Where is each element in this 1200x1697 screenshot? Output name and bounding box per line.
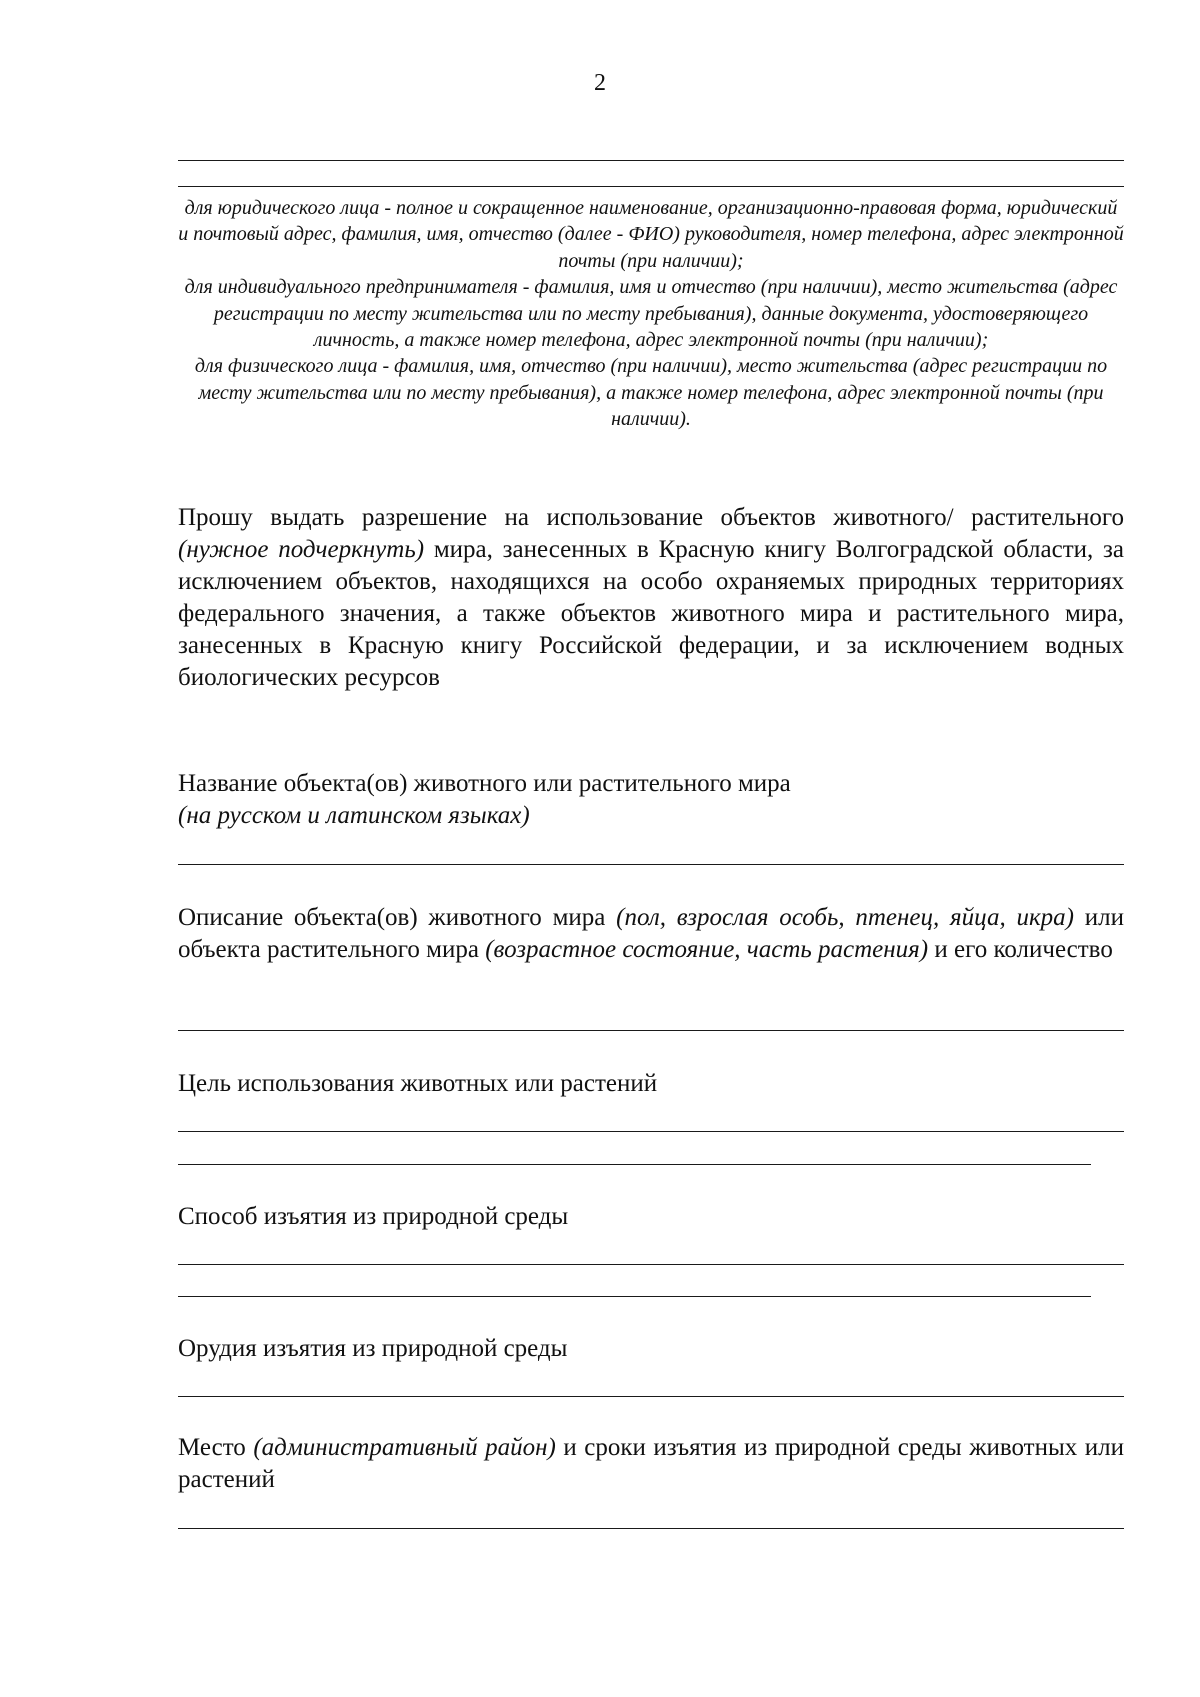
purpose-label bbox=[178, 1068, 1124, 1100]
description-text-3: и его количество bbox=[934, 936, 1113, 963]
place-text-2: и сроки изъятия из природной среды животных или растений bbox=[178, 1434, 1125, 1493]
object-name-hint: (на русском и латинском языках) bbox=[178, 802, 530, 829]
method-text: Способ изъятия из природной среды bbox=[178, 1203, 569, 1230]
tools-line[interactable] bbox=[178, 1396, 1124, 1397]
description-text-2: или объекта растительного мира bbox=[178, 904, 1125, 963]
object-name-line[interactable] bbox=[178, 864, 1124, 865]
note-individual: для физического лица - фамилия, имя, отчество (при наличии), место жительства (адрес регистрации по месту жительства или по месту пребывания), а также номер телефона, адрес электронной почты (при наличии). bbox=[194, 355, 1108, 431]
purpose-text: Цель использования животных или растений bbox=[178, 1070, 658, 1097]
object-description-line[interactable] bbox=[178, 1030, 1124, 1031]
purpose-line-1[interactable] bbox=[178, 1131, 1124, 1132]
description-hint-1: (пол, взрослая особь, птенец, яйца, икра) bbox=[616, 904, 1074, 931]
applicant-line-2[interactable] bbox=[178, 186, 1124, 187]
place-hint: (административный район) bbox=[253, 1434, 556, 1461]
object-name-text: Название объекта(ов) животного или растительного мира bbox=[178, 770, 791, 797]
tools-text: Орудия изъятия из природной среды bbox=[178, 1335, 568, 1362]
applicant-note bbox=[178, 195, 1124, 433]
place-text-1: Место bbox=[178, 1434, 246, 1461]
request-hint: (нужное подчеркнуть) bbox=[178, 536, 425, 563]
object-description-label bbox=[178, 902, 1124, 966]
note-individual-entrepreneur: для индивидуального предпринимателя - фамилия, имя и отчество (при наличии), место жительства (адрес регистрации по месту жительства или по месту пребывания), данные документа, удостоверяющего личность, а также номер телефона, адрес электронной почты (при наличии); bbox=[184, 276, 1118, 352]
description-text-1: Описание объекта(ов) животного мира bbox=[178, 904, 606, 931]
tools-label bbox=[178, 1333, 1124, 1365]
method-line-2[interactable] bbox=[178, 1296, 1091, 1297]
method-line-1[interactable] bbox=[178, 1264, 1124, 1265]
request-text-1: Прошу выдать разрешение на использование объектов животного/ растительного bbox=[178, 504, 1124, 531]
description-hint-2: (возрастное состояние, часть растения) bbox=[485, 936, 929, 963]
request-text-2: мира, занесенных в Красную книгу Волгоградской области, за исключением объектов, находящихся на особо охраняемых природных территориях федерального значения, а также объектов животного мира и растительного мира, занесенных в Красную книгу Российской федерации, и за исключением водных биологических ресурсов bbox=[178, 536, 1124, 691]
note-legal-entity: для юридического лица - полное и сокращенное наименование, организационно-правовая форма, юридический и почтовый адрес, фамилия, имя, отчество (далее - ФИО) руководителя, номер телефона, адрес электронной почты (при наличии); bbox=[178, 197, 1124, 272]
object-name-label bbox=[178, 768, 1124, 832]
purpose-line-2[interactable] bbox=[178, 1164, 1091, 1165]
request-paragraph bbox=[178, 502, 1124, 694]
place-terms-label bbox=[178, 1432, 1124, 1496]
place-terms-line[interactable] bbox=[178, 1528, 1124, 1529]
applicant-line-1[interactable] bbox=[178, 160, 1124, 161]
page-number: 2 bbox=[594, 70, 606, 96]
method-label bbox=[178, 1201, 1124, 1233]
